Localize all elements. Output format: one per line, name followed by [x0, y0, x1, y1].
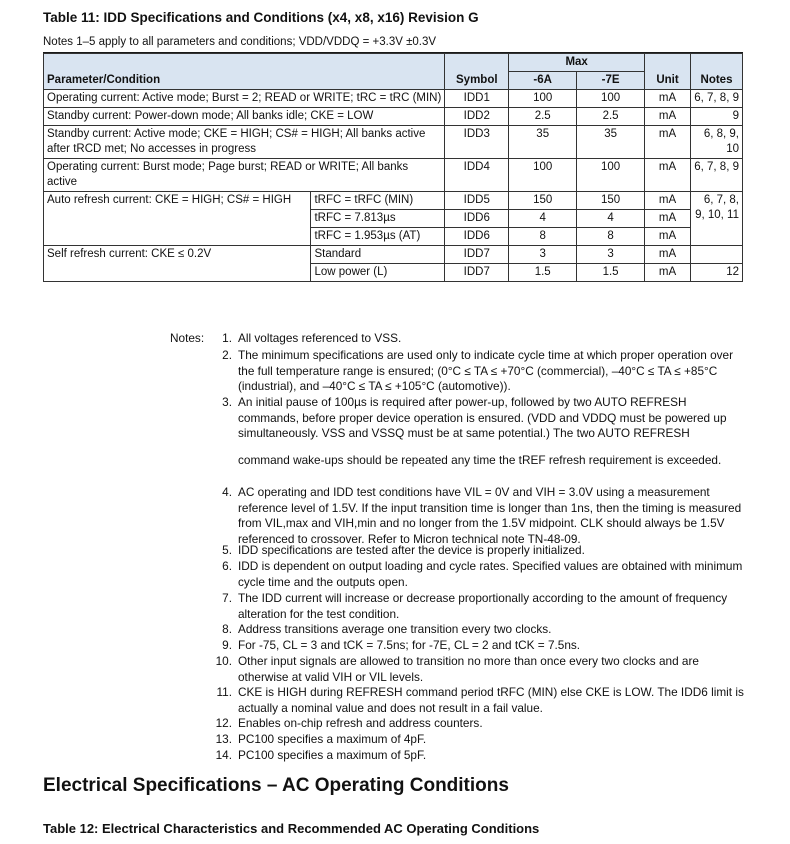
row-6a: 100 [509, 159, 577, 192]
note-item [210, 622, 745, 638]
row-unit: mA [645, 228, 691, 246]
note-number: 13. [215, 732, 232, 746]
note-number: 2. [222, 348, 232, 362]
row-unit: mA [645, 90, 691, 108]
note-text: Enables on-chip refresh and address counters. [238, 716, 483, 730]
table-row [44, 108, 743, 126]
note-number: 10. [215, 654, 232, 668]
note-text: CKE is HIGH during REFRESH command period tRFC (MIN) else CKE is LOW. The IDD6 limit is actually a nominal value and does not result in a fail value. [238, 685, 744, 715]
row-symbol: IDD2 [445, 108, 509, 126]
note-number: 3. [222, 395, 232, 409]
row-unit: mA [645, 210, 691, 228]
note-item [210, 331, 745, 347]
row-unit: mA [645, 159, 691, 192]
row-notes: 6, 8, 9, 10 [690, 126, 742, 159]
row-param: Operating current: Active mode; Burst = 2; READ or WRITE; tRC = tRC (MIN) [44, 90, 445, 108]
row-notes: 12 [690, 264, 742, 282]
table-11-title: Table 11: IDD Specifications and Conditions (x4, x8, x16) Revision G [43, 10, 479, 25]
note-item [210, 485, 745, 547]
note-item [210, 654, 745, 685]
row-6a: 150 [509, 192, 577, 210]
row-param: Standby current: Active mode; CKE = HIGH; CS# = HIGH; All banks active after tRCD met; No accesses in progress [44, 126, 445, 159]
header-param: Parameter/Condition [44, 54, 445, 90]
idd-spec-table [43, 53, 743, 282]
row-6a: 1.5 [509, 264, 577, 282]
row-unit: mA [645, 126, 691, 159]
row-symbol: IDD7 [445, 246, 509, 264]
row-7e: 3 [577, 246, 645, 264]
row-notes: 9 [690, 108, 742, 126]
note-item [210, 732, 745, 748]
table-12-title: Table 12: Electrical Characteristics and Recommended AC Operating Conditions [43, 821, 540, 836]
row-symbol: IDD7 [445, 264, 509, 282]
row-symbol: IDD6 [445, 228, 509, 246]
note-text: IDD specifications are tested after the device is properly initialized. [238, 543, 585, 557]
note-text: Address transitions average one transition every two clocks. [238, 622, 552, 636]
row-6a: 2.5 [509, 108, 577, 126]
section-title: Electrical Specifications – AC Operating Conditions [43, 775, 509, 796]
row-param: Operating current: Burst mode; Page burst; READ or WRITE; All banks active [44, 159, 445, 192]
header-max: Max [509, 54, 645, 72]
note-text: command wake-ups should be repeated any time the tREF refresh requirement is exceeded. [238, 453, 722, 467]
table-header-row-1 [44, 54, 743, 72]
row-6a: 4 [509, 210, 577, 228]
row-cond: tRFC = 1.953µs (AT) [311, 228, 445, 246]
row-7e: 4 [577, 210, 645, 228]
self-refresh-param: Self refresh current: CKE ≤ 0.2V [44, 246, 311, 282]
row-7e: 100 [577, 90, 645, 108]
note-number: 5. [222, 543, 232, 557]
note-item [210, 395, 745, 442]
note-number: 8. [222, 622, 232, 636]
row-cond: Low power (L) [311, 264, 445, 282]
note-item [210, 559, 745, 590]
row-7e: 35 [577, 126, 645, 159]
note-item [210, 638, 745, 654]
row-unit: mA [645, 108, 691, 126]
auto-refresh-notes: 6, 7, 8, 9, 10, 11 [690, 192, 742, 246]
row-notes: 6, 7, 8, 9 [690, 90, 742, 108]
row-notes [690, 246, 742, 264]
row-7e: 1.5 [577, 264, 645, 282]
row-6a: 100 [509, 90, 577, 108]
row-param: Standby current: Power-down mode; All banks idle; CKE = LOW [44, 108, 445, 126]
row-notes: 6, 7, 8, 9 [690, 159, 742, 192]
header-notes: Notes [690, 54, 742, 90]
row-6a: 3 [509, 246, 577, 264]
table-11-conditions: Notes 1–5 apply to all parameters and conditions; VDD/VDDQ = +3.3V ±0.3V [43, 36, 437, 48]
note-number: 12. [215, 716, 232, 730]
table-row [44, 192, 743, 210]
row-cond: tRFC = 7.813µs [311, 210, 445, 228]
note-item [210, 748, 745, 764]
note-number: 7. [222, 591, 232, 605]
row-6a: 35 [509, 126, 577, 159]
note-text: PC100 specifies a maximum of 5pF. [238, 748, 427, 762]
row-7e: 8 [577, 228, 645, 246]
row-cond: tRFC = tRFC (MIN) [311, 192, 445, 210]
row-6a: 8 [509, 228, 577, 246]
note-text: For -75, CL = 3 and tCK = 7.5ns; for -7E, CL = 2 and tCK = 7.5ns. [238, 638, 581, 652]
note-item [210, 716, 745, 732]
row-7e: 2.5 [577, 108, 645, 126]
header-6a: -6A [509, 72, 577, 90]
note-text: IDD is dependent on output loading and cycle rates. Specified values are obtained with minimum cycle time and the outputs open. [238, 559, 743, 589]
row-symbol: IDD6 [445, 210, 509, 228]
table-row [44, 246, 743, 264]
header-symbol: Symbol [445, 54, 509, 90]
row-unit: mA [645, 246, 691, 264]
note-item [210, 348, 745, 395]
note-text: PC100 specifies a maximum of 4pF. [238, 732, 427, 746]
note-number: 1. [222, 331, 232, 345]
table-row [44, 90, 743, 108]
note-text: All voltages referenced to VSS. [238, 331, 402, 345]
note-item [210, 453, 745, 469]
header-unit: Unit [645, 54, 691, 90]
row-cond: Standard [311, 246, 445, 264]
note-item [210, 543, 745, 559]
row-symbol: IDD5 [445, 192, 509, 210]
header-7e: -7E [577, 72, 645, 90]
note-number: 11. [216, 685, 232, 699]
note-item [210, 685, 745, 716]
note-text: AC operating and IDD test conditions have VIL = 0V and VIH = 3.0V using a measurement reference level of 1.5V. If the input transition time is longer than 1ns, then the timing is measured from VIL,max and VIH,min and no longer from the 1.5V midpoint. CLK should always be 1.5V referenced to crossover. Refer to Micron technical note TN-48-09. [238, 485, 742, 546]
note-number: 9. [222, 638, 232, 652]
note-text: The minimum specifications are used only to indicate cycle time at which proper operation over the full temperature range is ensured; (0°C ≤ TA ≤ +70°C (commercial), –40°C ≤ TA ≤ +85°C (industrial), and –40°C ≤ TA ≤ +105°C (automotive)). [238, 348, 734, 393]
note-number: 14. [215, 748, 232, 762]
auto-refresh-param: Auto refresh current: CKE = HIGH; CS# = HIGH [44, 192, 311, 246]
row-symbol: IDD3 [445, 126, 509, 159]
table-row [44, 126, 743, 159]
row-7e: 150 [577, 192, 645, 210]
note-number: 6. [222, 559, 232, 573]
row-unit: mA [645, 264, 691, 282]
note-text: Other input signals are allowed to transition no more than once every two clocks and are otherwise at valid VIH or VIL levels. [238, 654, 699, 684]
notes-label: Notes: [170, 331, 205, 345]
note-text: An initial pause of 100µs is required after power-up, followed by two AUTO REFRESH commands, before proper device operation is ensured. (VDD and VDDQ must be powered up simultaneously. VSS and VSSQ must be at same potential.) The two AUTO REFRESH [238, 395, 727, 440]
note-item [210, 591, 745, 622]
note-number: 4. [222, 485, 232, 499]
row-symbol: IDD4 [445, 159, 509, 192]
row-symbol: IDD1 [445, 90, 509, 108]
note-text: The IDD current will increase or decrease proportionally according to the amount of frequency alteration for the test condition. [238, 591, 728, 621]
table-row [44, 159, 743, 192]
row-unit: mA [645, 192, 691, 210]
row-7e: 100 [577, 159, 645, 192]
